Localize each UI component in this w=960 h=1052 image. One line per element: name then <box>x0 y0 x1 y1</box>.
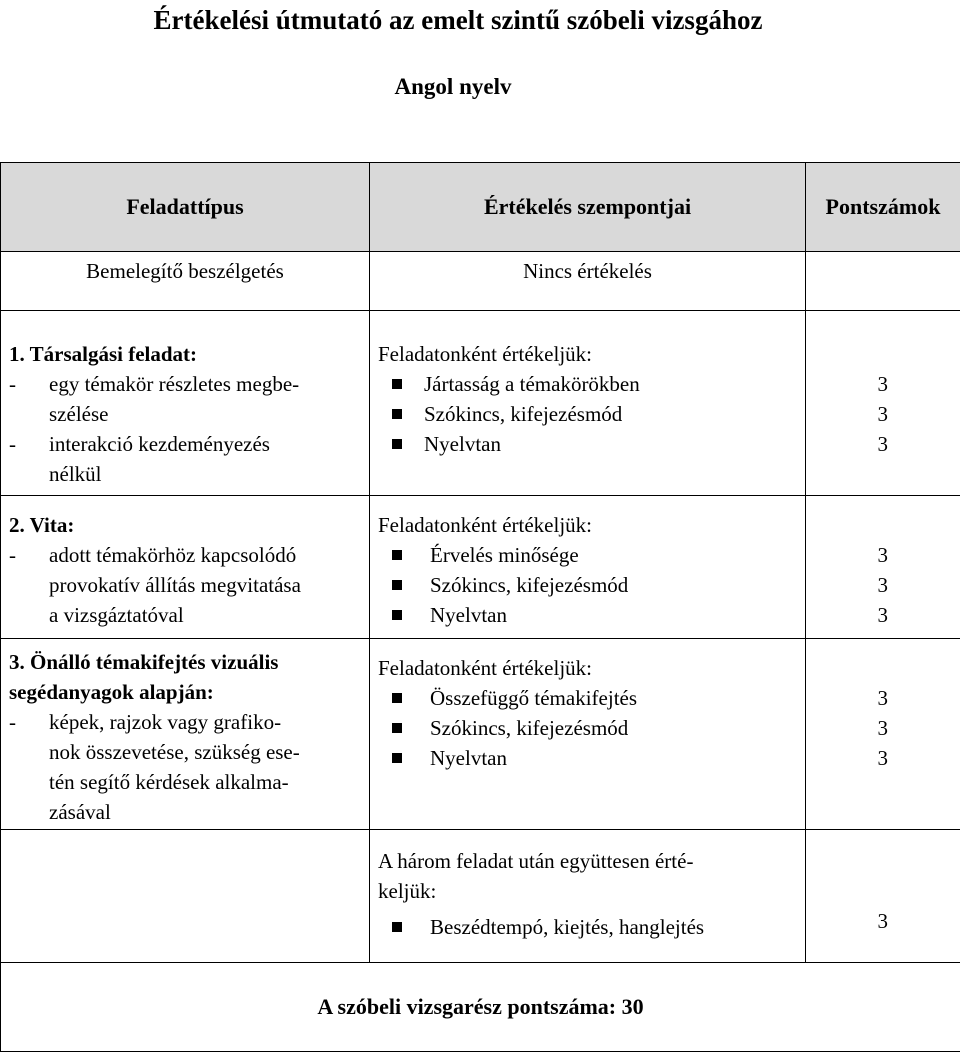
task2-title-text: 2. Vita: <box>9 513 74 537</box>
overall-score-1: 3 <box>806 830 888 936</box>
overall-criterion-1 <box>378 912 805 942</box>
task1-item-2 <box>9 429 361 489</box>
table-row-task2 <box>1 496 960 639</box>
task3-score-1: 3 <box>806 639 888 713</box>
dash-marker: - <box>9 540 16 570</box>
warmup-score-cell <box>806 252 960 311</box>
task2-criterion-2 <box>378 570 805 600</box>
task3-score-2: 3 <box>806 713 888 743</box>
task2-item-1-line2: provokatív állítás megvitatása <box>49 570 361 600</box>
task2-criteria-cell <box>370 496 806 639</box>
task3-intro: Feladatonként értékeljük: <box>378 639 805 683</box>
task1-criterion-2 <box>378 399 805 429</box>
task1-criterion-1 <box>378 369 805 399</box>
task1-item-1 <box>9 369 361 429</box>
task1-score-cell <box>806 311 960 496</box>
square-bullet-icon <box>392 693 402 703</box>
task2-item-1-line3: a vizsgáztatóval <box>49 600 361 630</box>
document-subtitle: Angol nyelv <box>0 72 906 102</box>
task1-score-3: 3 <box>806 429 888 459</box>
table-row-warmup <box>1 252 960 311</box>
task3-item-1-line2: nok összevetése, szükség ese- <box>49 737 361 767</box>
table-row-total <box>1 963 960 1052</box>
dash-marker: - <box>9 707 16 737</box>
task2-score-3: 3 <box>806 600 888 630</box>
criterion-label: Összefüggő témakifejtés <box>430 686 637 710</box>
task2-task-cell <box>1 496 370 639</box>
task3-score-3: 3 <box>806 743 888 773</box>
document-title: Értékelési útmutató az emelt szintű szóbeli vizsgához <box>0 3 916 37</box>
task3-title-line1: 3. Önálló témakifejtés vizuális <box>9 639 361 677</box>
warmup-task: Bemelegítő beszélgetés <box>1 252 369 286</box>
square-bullet-icon <box>392 922 402 932</box>
criterion-label: Nyelvtan <box>430 746 507 770</box>
header-task-type: Feladattípus <box>1 163 370 252</box>
task3-item-1-line4: zásával <box>49 797 361 827</box>
square-bullet-icon <box>392 439 402 449</box>
square-bullet-icon <box>392 409 402 419</box>
task1-criteria-cell <box>370 311 806 496</box>
square-bullet-icon <box>392 753 402 763</box>
task1-item-2-line2: nélkül <box>49 459 361 489</box>
task1-criterion-3 <box>378 429 805 459</box>
square-bullet-icon <box>392 550 402 560</box>
task1-score-1: 3 <box>806 325 888 399</box>
task3-title-line2: segédanyagok alapján: <box>9 677 361 707</box>
task3-score-cell <box>806 639 960 830</box>
criterion-label: Érvelés minősége <box>430 543 579 567</box>
criterion-label: Szókincs, kifejezésmód <box>430 573 628 597</box>
header-criteria: Értékelés szempontjai <box>370 163 806 252</box>
table-row-overall <box>1 830 960 963</box>
square-bullet-icon <box>392 580 402 590</box>
task2-criterion-1 <box>378 540 805 570</box>
task2-item-1-line1: adott témakörhöz kapcsolódó <box>49 540 361 570</box>
header-scores: Pontszámok <box>806 163 960 252</box>
task3-criterion-3 <box>378 743 805 773</box>
task2-title <box>9 496 361 540</box>
warmup-criteria: Nincs értékelés <box>370 252 805 286</box>
total-score: A szóbeli vizsgarész pontszáma: 30 <box>1 963 960 1052</box>
criterion-label: Nyelvtan <box>430 603 507 627</box>
task2-score-cell <box>806 496 960 639</box>
table-row-task3 <box>1 639 960 830</box>
task2-item-1 <box>9 540 361 630</box>
overall-criteria-cell <box>370 830 806 963</box>
task3-item-1-line1: képek, rajzok vagy grafiko- <box>49 707 361 737</box>
task2-score-2: 3 <box>806 570 888 600</box>
overall-intro-line2: keljük: <box>378 876 805 906</box>
overall-intro-line1: A három feladat után együttesen érté- <box>378 830 805 876</box>
task1-item-1-line1: egy témakör részletes megbe- <box>49 369 361 399</box>
task1-title: 1. Társalgási feladat: <box>9 325 361 369</box>
task1-intro: Feladatonként értékeljük: <box>378 325 805 369</box>
task3-item-1 <box>9 707 361 827</box>
criterion-label: Nyelvtan <box>424 432 501 456</box>
criterion-label: Beszédtempó, kiejtés, hanglejtés <box>430 915 704 939</box>
square-bullet-icon <box>392 379 402 389</box>
task2-criterion-3 <box>378 600 805 630</box>
task1-task-cell <box>1 311 370 496</box>
task3-criteria-cell <box>370 639 806 830</box>
dash-marker: - <box>9 369 16 399</box>
warmup-criteria-cell <box>370 252 806 311</box>
table-header-row <box>1 163 960 252</box>
criterion-label: Jártasság a témakörökben <box>424 372 640 396</box>
overall-score-cell <box>806 830 960 963</box>
criterion-label: Szókincs, kifejezésmód <box>430 716 628 740</box>
task3-item-1-line3: tén segítő kérdések alkalma- <box>49 767 361 797</box>
task1-score-2: 3 <box>806 399 888 429</box>
square-bullet-icon <box>392 610 402 620</box>
task3-criterion-2 <box>378 713 805 743</box>
warmup-task-cell <box>1 252 370 311</box>
task1-item-1-line2: szélése <box>49 399 361 429</box>
task2-score-1: 3 <box>806 496 888 570</box>
square-bullet-icon <box>392 723 402 733</box>
table-row-task1 <box>1 311 960 496</box>
task2-intro: Feladatonként értékeljük: <box>378 496 805 540</box>
overall-task-cell <box>1 830 370 963</box>
task3-task-cell <box>1 639 370 830</box>
task1-item-2-line1: interakció kezdeményezés <box>49 429 361 459</box>
evaluation-table <box>0 162 960 1052</box>
task3-criterion-1 <box>378 683 805 713</box>
criterion-label: Szókincs, kifejezésmód <box>424 402 622 426</box>
dash-marker: - <box>9 429 16 459</box>
